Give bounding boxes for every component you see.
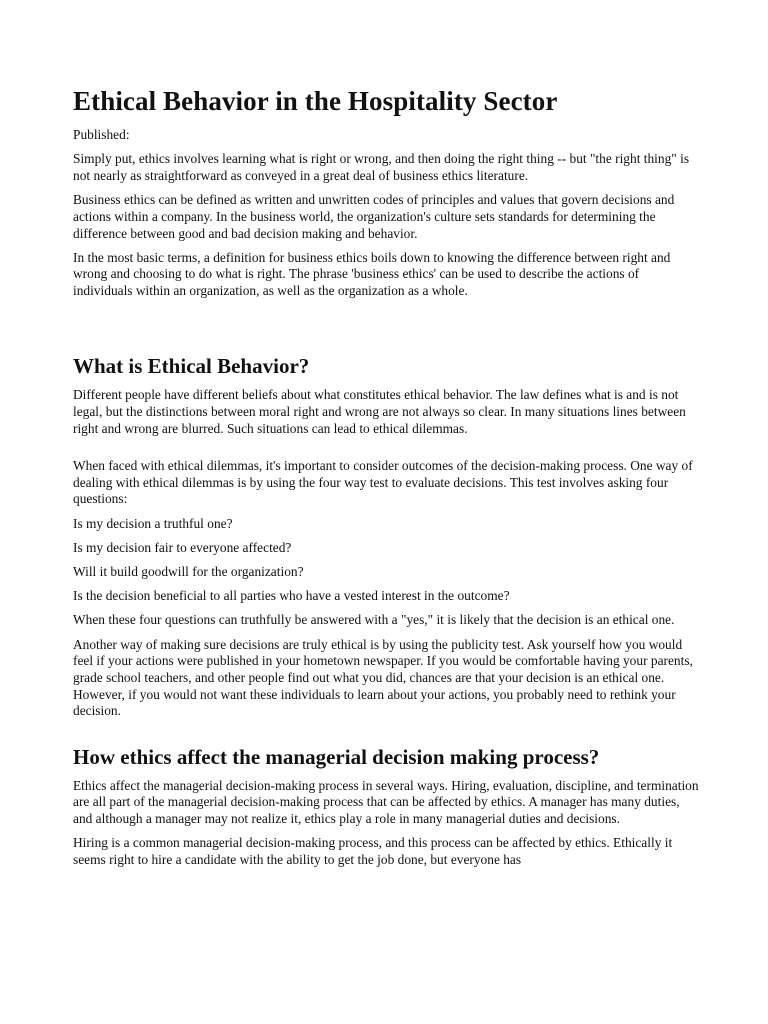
- page-title: Ethical Behavior in the Hospitality Sector: [73, 86, 558, 116]
- section-heading-ethical-behavior: What is Ethical Behavior?: [73, 354, 310, 379]
- question-item: Is the decision beneficial to all parties who have a vested interest in the outcome?: [73, 588, 510, 604]
- spacer: [73, 307, 700, 352]
- question-item: Is my decision a truthful one?: [73, 515, 233, 531]
- document-page: [73, 84, 700, 876]
- section1-paragraph-3: When these four questions can truthfully be answered with a "yes," it is likely that the decision is an ethical one.: [73, 612, 675, 628]
- intro-paragraph-2: Business ethics can be defined as written and unwritten codes of principles and values that govern decisions and actions within a company. In the business world, the organization's culture sets standards for determining the difference between good and bad decision making and behavior.: [73, 192, 675, 241]
- section2-paragraph-1: Ethics affect the managerial decision-making process in several ways. Hiring, evaluation, discipline, and termination are all part of the managerial decision-making process that can be affected by ethics. A manager has many duties, and although a manager may not realize it, ethics play a role in many managerial duties and decisions.: [73, 777, 699, 826]
- intro-paragraph-3: In the most basic terms, a definition for business ethics boils down to knowing the difference between right and wrong and choosing to do what is right. The phrase 'business ethics' can be used to describe the actions of individuals within an organization, as well as the organization as a whole.: [73, 249, 671, 299]
- published-label: Published:: [73, 127, 130, 142]
- spacer: [73, 728, 700, 743]
- spacer: [73, 445, 700, 458]
- section1-paragraph-4: Another way of making sure decisions are truly ethical is by using the publicity test. Ask yourself how you would feel if your actions were published in your hometown newspaper. If you would be comfortable having your parents, grade school teachers, and other people find out what you did, chances are that your decision is an ethical one. However, if you would not want these individuals to learn about your actions, you probably need to rethink your decision.: [73, 636, 693, 719]
- intro-paragraph-1: Simply put, ethics involves learning what is right or wrong, and then doing the right thing -- but "the right thing" is not nearly as straightforward as conveyed in a great deal of business ethics literature.: [73, 151, 690, 183]
- question-item: Is my decision fair to everyone affected?: [73, 539, 292, 555]
- section1-paragraph-2: When faced with ethical dilemmas, it's important to consider outcomes of the decision-making process. One way of dealing with ethical dilemmas is by using the four way test to evaluate decisions. This test involves asking four questions:: [73, 457, 693, 507]
- section-heading-managerial-decision: How ethics affect the managerial decision making process?: [73, 744, 600, 769]
- question-item: Will it build goodwill for the organization?: [73, 563, 304, 579]
- section2-paragraph-2: Hiring is a common managerial decision-making process, and this process can be affected by ethics. Ethically it seems right to hire a candidate with the ability to get the job done, but everyone has: [73, 835, 673, 867]
- section1-paragraph-1: Different people have different beliefs about what constitutes ethical behavior. The law defines what is and is not legal, but the distinctions between moral right and wrong are not always so clear. In many situations lines between right and wrong are blurred. Such situations can lead to ethical dilemmas.: [73, 387, 686, 436]
